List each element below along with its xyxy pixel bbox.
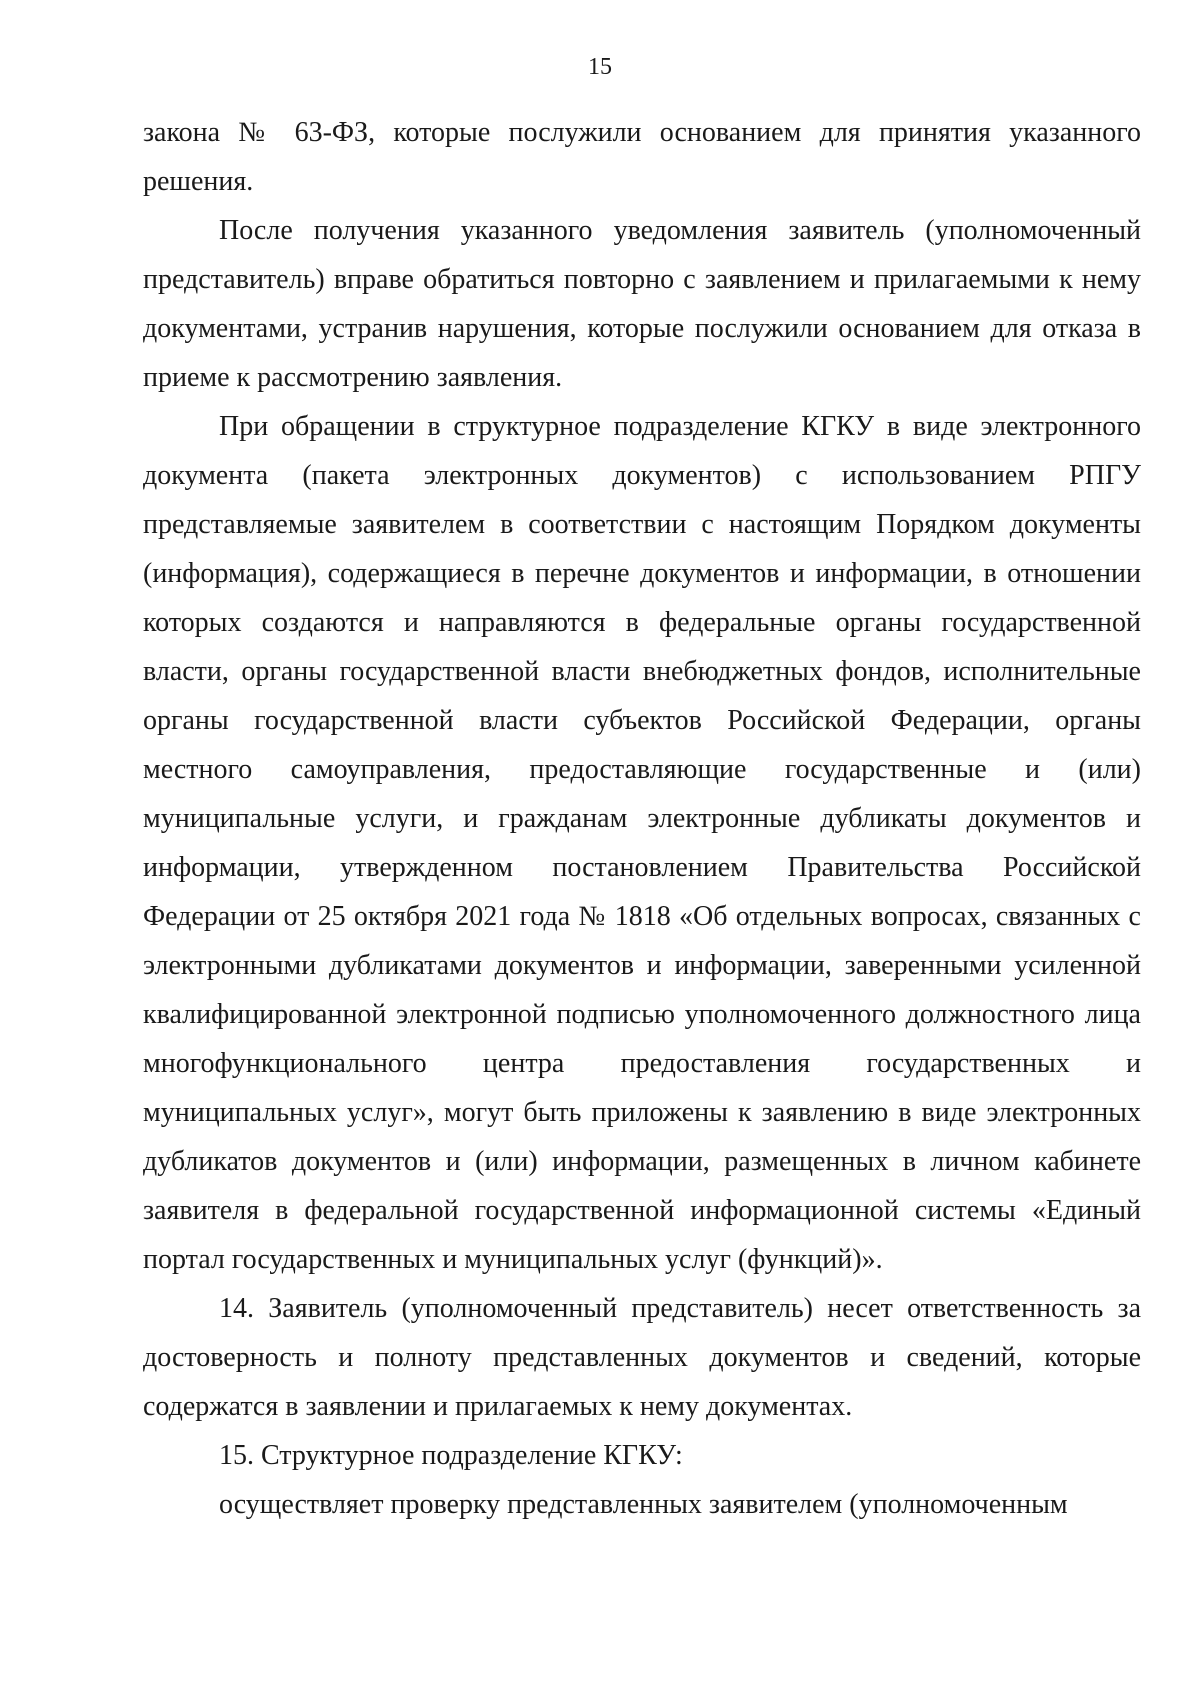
paragraph-item-14: 14. Заявитель (уполномоченный представитель) несет ответственность за достоверность и полноту представленных документов и сведений, которые содержатся в заявлении и прилагаемых к нему документах. (143, 1293, 1141, 1422)
paragraph-item-15: 15. Структурное подразделение КГКУ: (219, 1440, 683, 1471)
paragraph-continuation: закона № 63-ФЗ, которые послужили основанием для принятия указанного решения. (143, 117, 1141, 197)
page-number: 15 (588, 54, 612, 80)
paragraph-after-notification: После получения указанного уведомления заявитель (уполномоченный представитель) вправе обратиться повторно с заявлением и прилагаемыми к нему документами, устранив нарушения, которые послужили основанием для отказа в приеме к рассмотрению заявления. (143, 215, 1141, 393)
paragraph-verification: осуществляет проверку представленных заявителем (уполномоченным (219, 1489, 1068, 1520)
paragraph-electronic-submission: При обращении в структурное подразделение КГКУ в виде электронного документа (пакета электронных документов) с использованием РПГУ представляемые заявителем в соответствии с настоящим Порядком документы (информация), содержащиеся в перечне документов и информации, в отношении которых создаются и направляются в федеральные органы государственной власти, органы государственной власти внебюджетных фондов, исполнительные органы государственной власти субъектов Российской Федерации, органы местного самоуправления, предоставляющие государственные и (или) муниципальные услуги, и гражданам электронные дубликаты документов и информации, утвержденном постановлением Правительства Российской Федерации от 25 октября 2021 года № 1818 «Об отдельных вопросах, связанных с электронными дубликатами документов и информации, заверенными усиленной квалифицированной электронной подписью уполномоченного должностного лица многофункционального центра предоставления государственных и муниципальных услуг», могут быть приложены к заявлению в виде электронных дубликатов документов и (или) информации, размещенных в личном кабинете заявителя в федеральной государственной информационной системы «Единый портал государственных и муниципальных услуг (функций)». (143, 411, 1141, 1275)
document-body (143, 108, 1141, 1529)
